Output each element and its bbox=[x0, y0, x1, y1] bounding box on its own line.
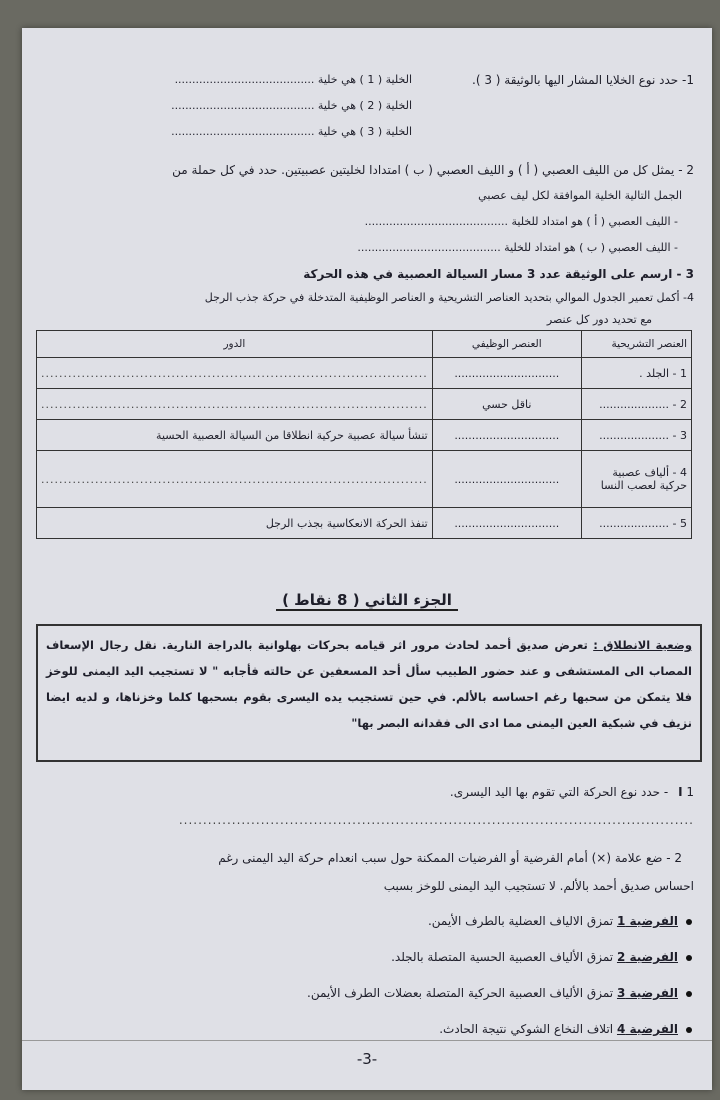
q2-line-b: - الليف العصبي ( ب ) هو امتداد للخلية ......................................... bbox=[357, 241, 678, 254]
cell-anatomical: 3 - .................... bbox=[581, 420, 691, 451]
q2-text-a: 2 - يمثل كل من الليف العصبي ( أ ) و الليف العصبي ( ب ) امتدادا لخليتين عصبيتين. حدد في كل حملة من bbox=[172, 163, 694, 177]
bullet-icon bbox=[686, 1027, 692, 1033]
hypothesis-text: تمزق الالياف العضلية بالطرف الأيمن. bbox=[427, 914, 614, 928]
table-row bbox=[37, 508, 692, 539]
q2-text-b: الجمل التالية الخلية الموافقة لكل ليف عصبي bbox=[478, 189, 682, 202]
cell-functional: ناقل حسي bbox=[432, 389, 581, 420]
scenario-box bbox=[36, 624, 702, 762]
cell-role: ...................................................................................... bbox=[37, 358, 433, 389]
part2-q2-a: 2 - ضع علامة (×) أمام الفرضية أو الفرضيات الممكنة حول سبب انعدام حركة اليد اليمنى رغم bbox=[218, 851, 682, 865]
cell-anatomical: 1 - الجلد . bbox=[581, 358, 691, 389]
table-header-row bbox=[37, 331, 692, 358]
cell-anatomical: 4 - ألياف عصبية حركية لعصب النسا bbox=[581, 451, 691, 508]
header-functional: العنصر الوظيفي bbox=[432, 331, 581, 358]
scenario-label: وضعية الانطلاق : bbox=[593, 638, 692, 652]
part2-q2-b: احساس صديق أحمد بالألم. لا تستجيب اليد اليمنى للوخز بسبب bbox=[383, 879, 694, 893]
cell-functional: .............................. bbox=[432, 508, 581, 539]
cell-role: تنشأ سيالة عصبية حركية انطلاقا من السيالة العصبية الحسية bbox=[37, 420, 433, 451]
hypothesis-1 bbox=[428, 914, 692, 928]
page-number: -3- bbox=[356, 1050, 378, 1068]
cell-anatomical: 5 - .................... bbox=[581, 508, 691, 539]
q2-line-a: - الليف العصبي ( أ ) هو امتداد للخلية ......................................... bbox=[364, 215, 678, 228]
table-row bbox=[37, 451, 692, 508]
anatomy-table bbox=[36, 330, 692, 539]
table-row bbox=[37, 358, 692, 389]
cell-role: تنفذ الحركة الانعكاسية بجذب الرجل bbox=[37, 508, 433, 539]
table-row bbox=[37, 389, 692, 420]
bullet-icon bbox=[686, 955, 692, 961]
bullet-icon bbox=[686, 919, 692, 925]
cell-role: ...................................................................................... bbox=[37, 389, 433, 420]
cell-functional: .............................. bbox=[432, 358, 581, 389]
part2-q1-text: 1 - حدد نوع الحركة التي تقوم بها اليد اليسرى. bbox=[449, 785, 694, 799]
cell-role: ...................................................................................... bbox=[37, 451, 433, 508]
q3-text: 3 - ارسم على الوثيقة عدد 3 مسار السيالة العصبية في هذه الحركة bbox=[303, 267, 694, 281]
roman-numeral: I bbox=[678, 785, 683, 799]
header-anatomical: العنصر التشريحية bbox=[581, 331, 691, 358]
hypothesis-label: الفرضية 3 bbox=[616, 986, 678, 1000]
q1-line-3: الخلية ( 3 ) هي خلية ......................................... bbox=[171, 125, 412, 138]
part2-title-text: الجزء الثاني ( 8 نقاط ) bbox=[276, 591, 458, 611]
hypothesis-label: الفرضية 1 bbox=[616, 914, 678, 928]
cell-functional: .............................. bbox=[432, 451, 581, 508]
q4-text-a: 4- أكمل تعمير الجدول الموالي بتحديد العناصر التشريحية و العناصر الوظيفية المتدخلة في حركة جذب الرجل bbox=[204, 291, 694, 304]
scenario-text: تعرض صديق أحمد لحادث مرور اثر قيامه بحركات بهلوانية بالدراجة النارية. نقل رجال الإسعاف المصاب الى المستشفى و عند حضور الطبيب سأل أحد المسعفين عن حالته فأجابه " لا تستجيب اليد اليمنى للوخز فلا يتمكن من سحبها رغم احساسه بالألم. في حين تستجيب يده اليسرى بقوم بسحبها كلما وخزناها، و لديه ايضا نزيف في شبكية العين اليمنى مما ادى الى فقدانه البصر بها" bbox=[46, 638, 692, 730]
hypothesis-text: اتلاف النخاع الشوكي نتيجة الحادث. bbox=[439, 1022, 614, 1036]
hypothesis-text: تمزق الألياف العصبية الحسية المتصلة بالجلد. bbox=[391, 950, 614, 964]
q1-line-2: الخلية ( 2 ) هي خلية ......................................... bbox=[171, 99, 412, 112]
q4-text-b: مع تحديد دور كل عنصر bbox=[546, 313, 652, 326]
part2-q1 bbox=[22, 784, 712, 800]
hypothesis-text: تمزق الألياف العصبية الحركية المتصلة بعضلات الطرف الأيمن. bbox=[307, 986, 614, 1000]
hypothesis-label: الفرضية 2 bbox=[616, 950, 678, 964]
bottom-divider bbox=[22, 1040, 712, 1041]
header-role: الدور bbox=[37, 331, 433, 358]
hypothesis-4 bbox=[439, 1022, 692, 1036]
exam-page bbox=[22, 28, 712, 1090]
part2-q1-answer-line: ........................................................................................................... bbox=[178, 813, 694, 827]
cell-functional: .............................. bbox=[432, 420, 581, 451]
hypothesis-2 bbox=[391, 950, 692, 964]
part2-title bbox=[22, 591, 712, 609]
bullet-icon bbox=[686, 991, 692, 997]
table-row bbox=[37, 420, 692, 451]
hypothesis-3 bbox=[307, 986, 692, 1000]
cell-anatomical: 2 - .................... bbox=[581, 389, 691, 420]
hypothesis-label: الفرضية 4 bbox=[616, 1022, 678, 1036]
q1-line-1: الخلية ( 1 ) هي خلية ........................................ bbox=[174, 73, 412, 86]
q1-intro: 1- حدد نوع الخلايا المشار اليها بالوثيقة ( 3 ). bbox=[472, 73, 694, 87]
